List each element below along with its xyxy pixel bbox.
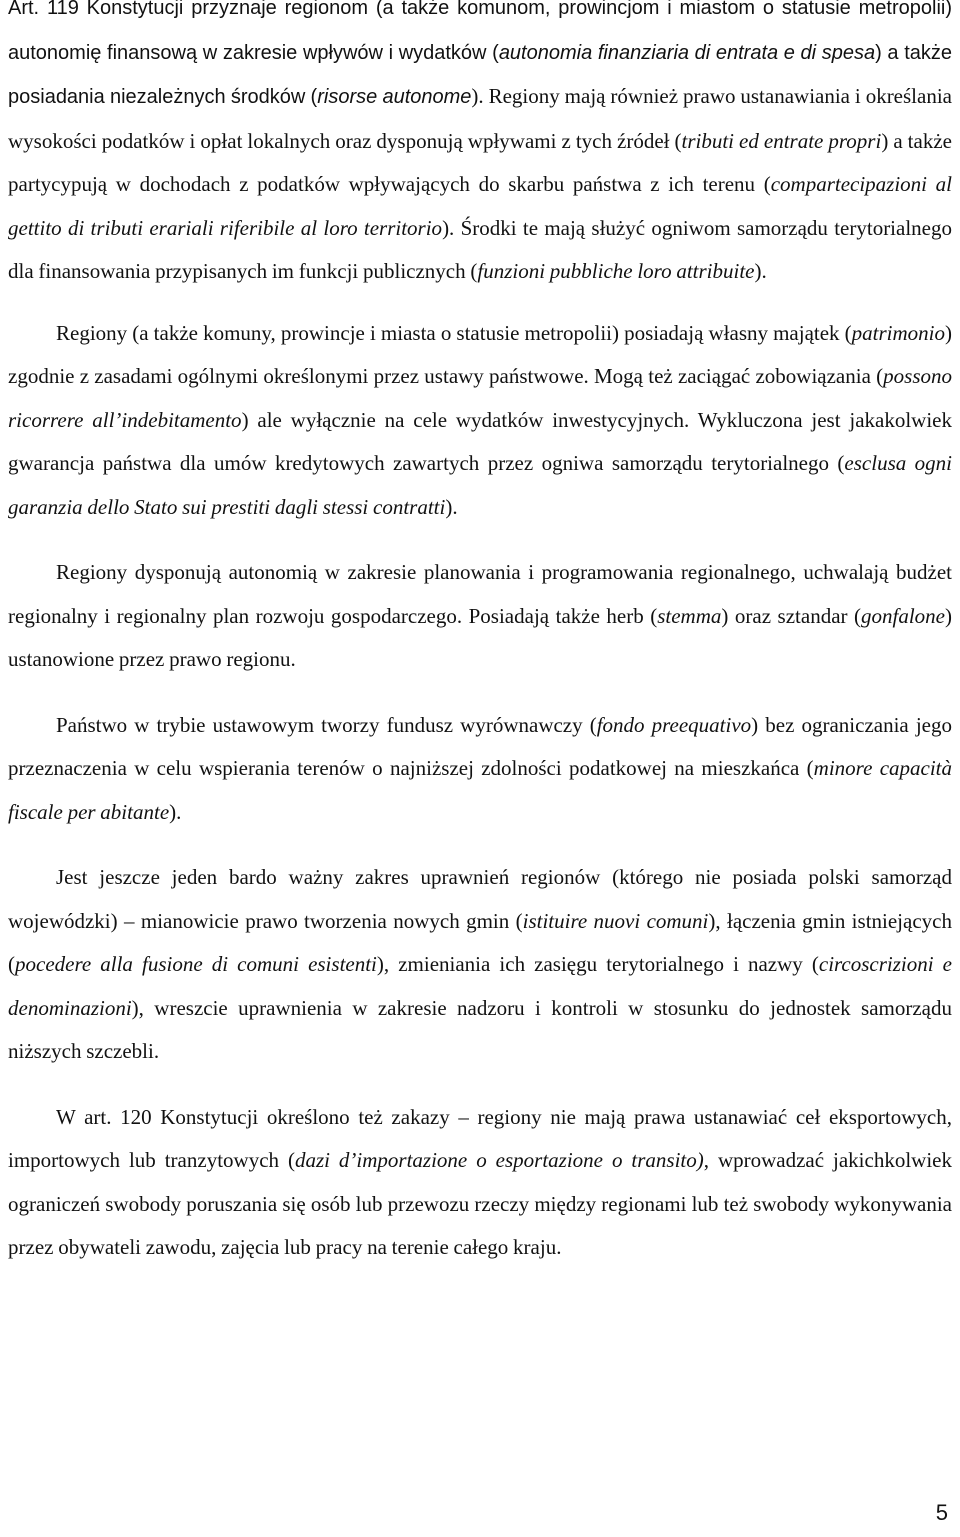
text-run: ), wreszcie uprawnienia w zakresie nadzoru i kontroli w stosunku do jednostek samorządu niższych szczebli. xyxy=(8,995,952,1063)
text-run: ). xyxy=(445,494,458,519)
text-run: ) a także partycypują w dochodach z podatków wpływających do skarbu państwa z ich terenu ( xyxy=(8,128,952,196)
text-run: ) oraz sztandar ( xyxy=(721,603,861,628)
italic-term: possono ricorrere all’indebitamento xyxy=(8,364,952,432)
text-run: ), łączenia gmin istniejących ( xyxy=(8,908,952,976)
text-run: Art. 119 Konstytucji przyznaje regionom (a także komunom, prowincjom i miastom o statusie metropolii) autonomię finansową w zakresie wpływów i wydatków ( xyxy=(8,0,952,64)
text-run: ) bez ograniczania jego przeznaczenia w celu wspierania terenów o najniższej zdolności podatkowej na mieszkańca ( xyxy=(8,712,953,780)
italic-term: fondo preequativo xyxy=(596,712,752,737)
italic-term: risorse autonome xyxy=(317,86,472,108)
italic-term: istituire nuovi comuni xyxy=(522,908,709,933)
text-run: ). xyxy=(754,259,767,283)
paragraph-3 xyxy=(8,551,952,682)
italic-term: tributi ed entrate propri xyxy=(681,128,882,153)
text-run: Regiony (a także komuny, prowincje i miasta o statusie metropolii) posiadają własny majątek ( xyxy=(56,320,852,345)
text-run: ). Środki te mają służyć ogniwom samorządu terytorialnego dla finansowania przypisanych im funkcji publicznych ( xyxy=(8,215,952,283)
italic-term: gonfalone xyxy=(861,603,945,628)
italic-term: compartecipazioni al gettito di tributi erariali riferibile al loro territorio xyxy=(8,172,952,240)
document-page xyxy=(8,0,952,1270)
italic-term: pocedere alla fusione di comuni esistenti xyxy=(15,952,377,976)
paragraph-6 xyxy=(8,1096,952,1270)
paragraph-2 xyxy=(8,312,952,530)
page-number: 5 xyxy=(935,1500,948,1525)
paragraph-1 xyxy=(8,0,952,294)
italic-term: autonomia finanziaria di entrata e di spesa xyxy=(498,41,876,64)
italic-term: esclusa ogni garanzia dello Stato sui prestiti dagli stessi contratti xyxy=(8,451,953,519)
text-run: Jest jeszcze jeden bardo ważny zakres uprawnień regionów (którego nie posiada polski samorząd wojewódzki) – mianowicie prawo tworzenia nowych gmin ( xyxy=(8,865,952,933)
text-run: Państwo w trybie ustawowym tworzy fundusz wyrównawczy ( xyxy=(56,712,597,737)
text-run: ). Regiony mają również prawo ustanawiania i określania wysokości podatków i opłat lokalnych oraz dysponują wpływami z tych źródeł ( xyxy=(8,84,952,153)
italic-term: patrimonio xyxy=(851,320,945,345)
text-run: ) a także posiadania niezależnych środków ( xyxy=(8,41,952,108)
paragraph-4 xyxy=(8,704,952,835)
paragraph-5 xyxy=(8,856,952,1074)
text-run: ) zgodnie z zasadami ogólnymi określonymi przez ustawy państwowe. Mogą też zaciągać zobowiązania ( xyxy=(8,320,952,388)
text-run: ). xyxy=(169,799,182,824)
italic-term: funzioni pubbliche loro attribuite xyxy=(477,259,755,283)
italic-term: minore capacità fiscale per abitante xyxy=(8,756,953,824)
italic-term: circoscrizioni e denominazioni xyxy=(8,952,952,1020)
text-run: , wprowadzać jakichkolwiek ograniczeń swobody poruszania się osób lub przewozu rzeczy między regionami lub też swobody wykonywania przez obywateli zawodu, zajęcia lub pracy na terenie całego kraju. xyxy=(8,1148,952,1259)
text-run: W art. 120 Konstytucji określono też zakazy – regiony nie mają prawa ustanawiać ceł eksportowych, importowych lub tranzytowych ( xyxy=(8,1104,952,1172)
text-run: ) ale wyłącznie na cele wydatków inwestycyjnych. Wykluczona jest jakakolwiek gwarancja państwa dla umów kredytowych zawartych przez ogniwa samorządu terytorialnego ( xyxy=(8,407,952,475)
text-run: ), zmieniania ich zasięgu terytorialnego i nazwy ( xyxy=(376,952,819,976)
text-run: Regiony dysponują autonomią w zakresie planowania i programowania regionalnego, uchwalają budżet regionalny i regionalny plan rozwoju gospodarczego. Posiadają także herb ( xyxy=(8,560,952,628)
italic-term: dazi d’importazione o esportazione o transito) xyxy=(294,1148,704,1172)
italic-term: stemma xyxy=(657,603,722,628)
text-run: ) ustanowione przez prawo regionu. xyxy=(8,603,952,671)
